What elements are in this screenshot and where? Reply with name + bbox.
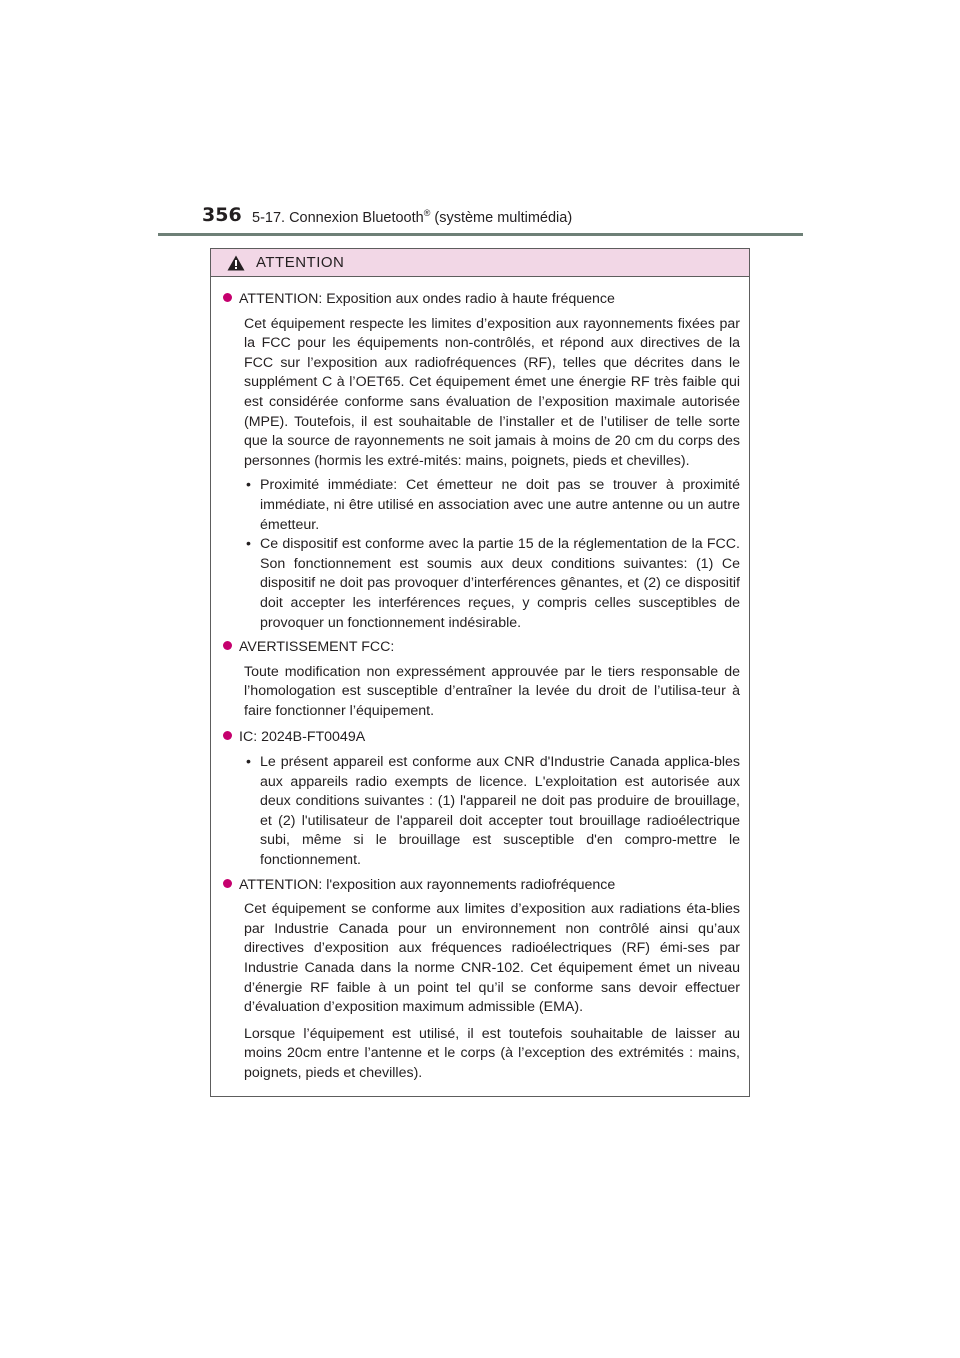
- paragraph: Cet équipement respecte les limites d’exposition aux rayonnements fixées par la FCC pour les équipements non-contrôlés, et répond aux directives de la FCC sur l’exposition aux radiofréquences (RF), telles que décrites dans le supplément C à l’OET65. Cet équipement émet une énergie RF très faible qui est considérée conforme sans évaluation de l’exposition maximale autorisée (MPE). Toutefois, il est souhaitable de l’installer et de l’utiliser de telle sorte que la source de rayonnements ne soit jamais à moins de 20 cm du corps des personnes (hormis les extré-mités: mains, poignets, pieds et chevilles).: [244, 315, 740, 469]
- section-heading: [223, 290, 740, 310]
- paragraph: Toute modification non expressément approuvée par le tiers responsable de l’homologation est susceptible d’entraîner la levée du droit de l’utilisa-teur à faire fonctionner l’équipement.: [244, 663, 740, 719]
- section-heading-text: ATTENTION: Exposition aux ondes radio à haute fréquence: [239, 291, 615, 307]
- section-heading: [223, 728, 740, 748]
- section-heading-text: ATTENTION: l'exposition aux rayonnements radiofréquence: [239, 876, 616, 893]
- paragraph: Lorsque l’équipement est utilisé, il est toutefois souhaitable de laisser au moins 20cm entre l’antenne et le corps (à l’exception des extrémités : mains, poignets, pieds et chevilles).: [244, 1025, 740, 1081]
- sub-list: [244, 476, 740, 633]
- list-item: • Proximité immédiate: Cet émetteur ne doit pas se trouver à proximité immédiate, ni être utilisé en association avec une autre antenne ou un autre émetteur.: [244, 476, 740, 535]
- section-heading-text: AVERTISSEMENT FCC:: [239, 639, 395, 656]
- section-heading-text: IC: 2024B-FT0049A: [239, 729, 366, 746]
- caution-header: [211, 249, 749, 277]
- list-item: • Ce dispositif est conforme avec la partie 15 de la réglementation de la FCC. Son fonctionnement est soumis aux deux conditions suivantes: (1) Ce dispositif ne doit pas provoquer d’interférences gênantes, et (2) ce dispositif doit accepter les interférences reçues, y compris celles susceptibles de provoquer un fonctionnement indésirable.: [244, 535, 740, 633]
- warning-triangle-icon: [227, 255, 245, 271]
- registered-mark: ®: [423, 208, 431, 218]
- section-heading: [223, 638, 740, 658]
- caution-body: [211, 277, 749, 1084]
- sub-list: [244, 753, 740, 871]
- caution-title: ATTENTION: [256, 254, 345, 271]
- chapter-title-suffix: (système multimédia): [430, 209, 573, 226]
- list-item: • Le présent appareil est conforme aux CNR d'Industrie Canada applica-bles aux appareils radio exempts de licence. L'exploitation est autorisée aux deux conditions suivantes : (1) l'appareil ne doit pas produire de brouillage, et (2) l'utilisateur de l'appareil doit accepter tout brouillage radioélectrique subi, même si le brouillage est susceptible d'en compro-mettre le fonctionnement.: [244, 753, 740, 871]
- chapter-title-text: 5-17. Connexion Bluetooth: [252, 209, 424, 226]
- bullet-dot-icon: [223, 641, 232, 650]
- caution-box: [210, 248, 750, 1097]
- bullet-dot-icon: [223, 731, 232, 740]
- paragraph: Cet équipement se conforme aux limites d’exposition aux radiations éta-blies par Industrie Canada pour un environnement non contrôlé ainsi qu’aux directives d’exposition aux fréquences radioélectriques (RF) émi-ses par Industrie Canada dans la norme CNR-102. Cet équipement émet un niveau d’énergie RF faible à un point tel qu’il se conforme sans devoir effectuer d’évaluation d’exposition maximum admissible (EMA).: [244, 901, 740, 1016]
- header-rule: [158, 233, 803, 236]
- section-heading: [223, 876, 740, 896]
- bullet-dot-icon: [223, 879, 232, 888]
- page-number: 356: [202, 204, 242, 226]
- chapter-title: [252, 208, 572, 226]
- bullet-dot-icon: [223, 293, 232, 302]
